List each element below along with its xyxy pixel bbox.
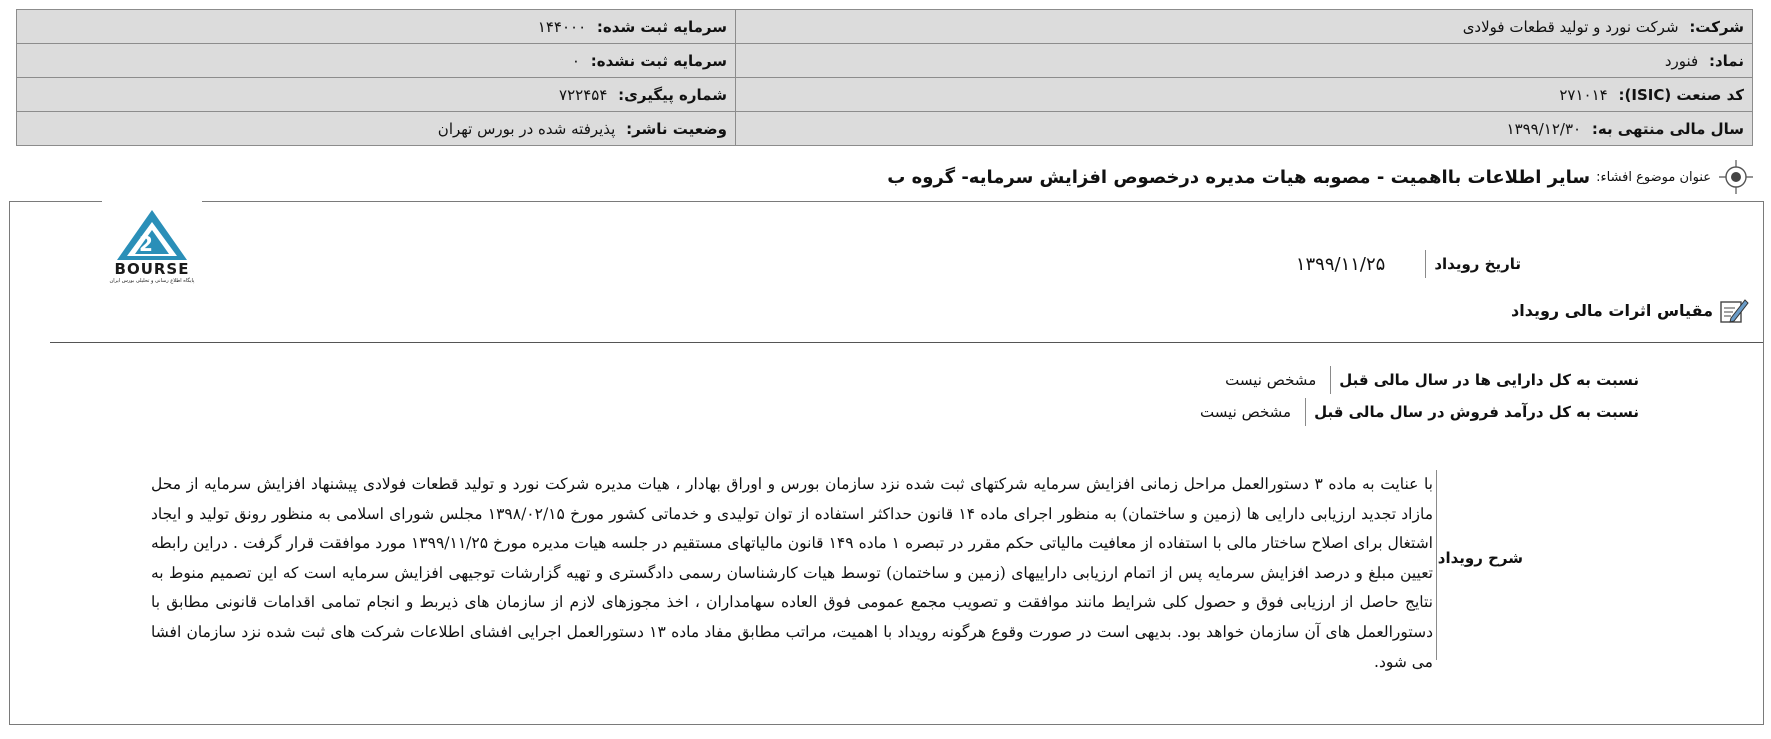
bourse-logo-subtext: پایگاه اطلاع رسانی و تحلیلی بورس ایران: [109, 278, 195, 284]
financial-impact-heading: [1511, 296, 1749, 324]
fiscal-year-value: ۱۳۹۹/۱۲/۳۰: [1506, 119, 1582, 138]
event-date-value: ۱۳۹۹/۱۱/۲۵: [1295, 253, 1386, 275]
event-date-label: تاریخ رویداد: [1425, 250, 1521, 278]
bourse-logo-mark: [103, 208, 201, 262]
info-row: [17, 10, 1753, 44]
bourse-logo: [103, 208, 201, 288]
isic-value: ۲۷۱۰۱۴: [1559, 85, 1608, 104]
impact-row-label: نسبت به کل درآمد فروش در سال مالی قبل: [1305, 398, 1639, 426]
impact-row-value: مشخص نیست: [1200, 403, 1292, 421]
event-description-text: با عنایت به ماده ۳ دستورالعمل مراحل زمانی افزایش سرمایه شرکتهای ثبت شده نزد سازمان بورس و اوراق بهادار ، هیات مدیره شرکت نورد و تولید قطعات فولادی پیشنهاد افزایش سرمایه از محل مازاد تجدید ارزیابی دارایی ها (زمین و ساختمان) به منظور اجرای ماده ۱۴ قانون حداکثر استفاده از توان تولیدی و خدماتی کشور مورخ ۱۳۹۸/۰۲/۱۵ مجلس شورای اسلامی به منظور رونق تولید و ایجاد اشتغال برای اصلاح ساختار مالی با استفاده از معافیت مالیاتی حکم مقرر در تبصره ۱ ماده ۱۴۹ قانون مالیاتهای مستقیم در جلسه هیات مدیره مورخ ۱۳۹۹/۱۱/۲۵ مورد موافقت قرار گرفت . دراین رابطه تعیین مبلغ و درصد افزایش سرمایه پس از اتمام ارزیابی داراییهای (زمین و ساختمان) توسط هیات کارشناسان رسمی دادگستری و تهیه گزارشات توجیهی افزایش سرمایه است که این تصمیم منوط به نتایج حاصل از ارزیابی فوق و حصول کلی شرایط مانند موافقت و تصویب مجمع عمومی فوق العاده سهامداران ، اخذ مجوزهای لازم از سازمان های ذیربط و انجام تمامی اقدامات قانونی مطابق با دستورالعمل های آن سازمان خواهد بود. بدیهی است در صورت وقوع هرگونه رویداد با اهمیت، مراتب مطابق مفاد ماده ۱۳ دستورالعمل اجرایی افشای اطلاعات شرکت های ثبت شده نزد سازمان افشا می شود.: [151, 475, 1433, 671]
company-value: شرکت نورد و تولید قطعات فولادی: [1462, 17, 1679, 36]
event-description-label: شرح رویداد: [1437, 549, 1523, 567]
financial-impact-title: مقیاس اثرات مالی رویداد: [1511, 300, 1713, 320]
registered-capital-value: ۱۴۴۰۰۰: [537, 17, 587, 36]
description-divider: [1436, 470, 1437, 660]
symbol-value: فنورد: [1664, 51, 1699, 70]
impact-row-label: نسبت به کل دارایی ها در سال مالی قبل: [1330, 366, 1639, 394]
company-cell: [736, 10, 1753, 44]
fiscal-year-label: سال مالی منتهی به:: [1591, 119, 1744, 138]
publisher-status-label: وضعیت ناشر:: [626, 119, 727, 138]
panel-border-top: [9, 201, 102, 202]
isic-label: کد صنعت (ISIC):: [1618, 85, 1744, 104]
target-icon: [1719, 160, 1753, 194]
panel-border-top: [202, 201, 1763, 202]
company-label: شرکت:: [1689, 17, 1744, 36]
company-info-table: [16, 9, 1753, 146]
section-divider: [50, 342, 1763, 343]
registered-capital-label: سرمایه ثبت شده:: [596, 17, 727, 36]
bourse-logo-text: BOURSE: [114, 260, 190, 278]
event-date-row: [1296, 250, 1521, 278]
impact-row-value: مشخص نیست: [1225, 371, 1317, 389]
isic-cell: [736, 78, 1753, 112]
tracking-label: شماره پیگیری:: [618, 85, 727, 104]
registered-capital-cell: [17, 10, 736, 44]
tracking-value: ۷۲۲۴۵۴: [559, 85, 608, 104]
tracking-cell: [17, 78, 736, 112]
info-row: [17, 78, 1753, 112]
unregistered-capital-label: سرمایه ثبت نشده:: [590, 51, 727, 70]
info-row: [17, 44, 1753, 78]
subject-title: سایر اطلاعات بااهمیت - مصوبه هیات مدیره درخصوص افزایش سرمایه- گروه ب: [887, 166, 1591, 188]
publisher-status-cell: [17, 112, 736, 146]
symbol-cell: [736, 44, 1753, 78]
subject-label: عنوان موضوع افشاء:: [1596, 169, 1711, 185]
symbol-label: نماد:: [1708, 51, 1744, 70]
publisher-status-value: پذیرفته شده در بورس تهران: [437, 119, 616, 138]
impact-row-assets: [1225, 366, 1639, 394]
unregistered-capital-cell: [17, 44, 736, 78]
disclosure-subject: [887, 160, 1753, 194]
info-row: [17, 112, 1753, 146]
impact-row-revenue: [1200, 398, 1639, 426]
edit-icon: [1719, 296, 1749, 324]
svg-text:2: 2: [139, 232, 153, 256]
fiscal-year-cell: [736, 112, 1753, 146]
unregistered-capital-value: ۰: [571, 51, 580, 70]
